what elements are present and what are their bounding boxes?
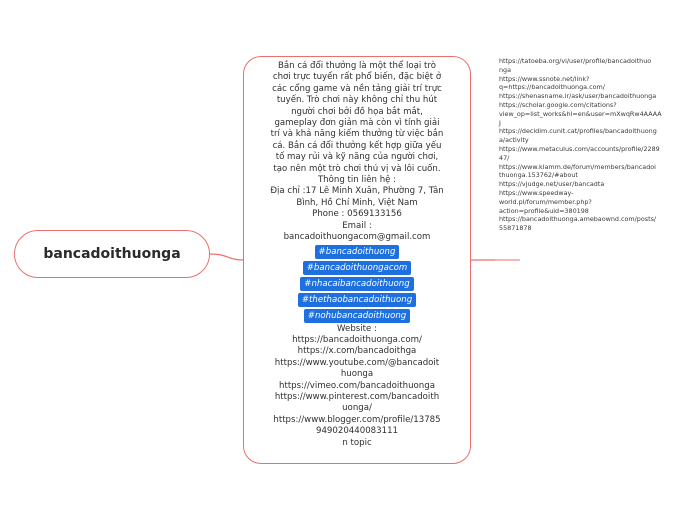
website-link[interactable]: https://www.pinterest.com/bancadoith xyxy=(274,391,440,402)
hashtag[interactable]: #bancadoithuong xyxy=(315,245,400,259)
link-line[interactable]: https://tatoeba.org/vi/user/profile/bancadoithuo xyxy=(499,57,652,65)
hashtag[interactable]: #nhacaibancadoithuong xyxy=(300,277,413,291)
description-line: tuyến. Trò chơi này không chỉ thu hút xyxy=(276,95,438,106)
link-line[interactable]: view_op=list_works&hl=en&user=mXwqRw4AAAA xyxy=(499,109,662,118)
hashtag[interactable]: #nohubancadoithuong xyxy=(304,309,410,323)
link-line[interactable]: https://decidim.cunit.cat/profiles/bancadoithuong xyxy=(499,127,657,136)
hashtag-list xyxy=(252,244,462,324)
website-heading: Website : xyxy=(337,323,377,334)
website-link[interactable]: 949020440083111 xyxy=(315,426,398,437)
links-topic-node[interactable] xyxy=(499,57,689,233)
link-line[interactable]: world.pl/forum/member.php? xyxy=(499,197,592,206)
description-line: các cổng game và nền tảng giải trí trực xyxy=(272,83,442,94)
link-line[interactable]: https://shenasname.ir/ask/user/bancadoithuonga xyxy=(499,92,657,101)
description-line: Bắn cá đổi thưởng là một thể loại trò xyxy=(277,61,436,71)
link-line[interactable]: https://www.speedway- xyxy=(499,188,574,197)
link-line[interactable]: https://bancadoithuonga.amebaownd.com/posts/ xyxy=(499,215,657,224)
link-line[interactable]: 55871878 xyxy=(499,224,532,233)
description-intro xyxy=(252,61,462,244)
contact-heading: Thông tin liên hệ : xyxy=(317,175,397,186)
address-line: Địa chỉ :17 Lê Minh Xuân, Phường 7, Tân xyxy=(270,186,444,197)
description-line: tố may rủi và kỹ năng của người chơi, xyxy=(275,152,439,163)
hashtag[interactable]: #thethaobancadoithuong xyxy=(298,293,416,307)
link-line[interactable]: https://www.ssnote.net/link? xyxy=(499,74,590,83)
description-line: cá. Bắn cá đổi thưởng kết hợp giữa yếu xyxy=(272,140,442,151)
website-link[interactable]: uonga/ xyxy=(342,403,372,414)
link-line[interactable]: https://vjudge.net/user/bancadta xyxy=(499,180,605,189)
website-link[interactable]: https://vimeo.com/bancadoithuonga xyxy=(279,380,435,391)
link-line[interactable]: a/activity xyxy=(499,136,529,145)
topic-footer: n topic xyxy=(342,437,372,448)
link-line[interactable]: https://www.klamm.de/forum/members/bancadoi xyxy=(499,162,656,171)
link-line[interactable]: thuonga.153762/#about xyxy=(499,171,578,180)
link-line[interactable]: q=https://bancadoithuonga.com/ xyxy=(499,83,605,92)
description-line: chơi trực tuyến rất phổ biến, đặc biệt ở xyxy=(272,72,442,83)
description-topic-node[interactable] xyxy=(243,56,471,464)
website-link[interactable]: https://www.youtube.com/@bancadoit xyxy=(274,357,440,368)
link-line[interactable]: 47/ xyxy=(499,153,510,162)
root-topic-label: bancadoithuonga xyxy=(43,246,181,262)
description-line: tạo nên một trò chơi thú vị và lôi cuốn. xyxy=(273,163,441,174)
root-to-center-connector xyxy=(210,254,243,260)
website-block xyxy=(252,324,462,449)
website-link[interactable]: https://bancadoithuonga.com/ xyxy=(292,334,422,345)
root-topic-node[interactable] xyxy=(14,230,210,278)
description-line: trí và khả năng kiếm thưởng từ việc bắn xyxy=(270,129,444,140)
email-value: bancadoithuongacom@gmail.com xyxy=(283,232,431,243)
email-label: Email : xyxy=(342,220,372,231)
description-line: gameplay đơn giản mà còn vì tính giải xyxy=(274,118,440,129)
website-link[interactable]: https://www.blogger.com/profile/13785 xyxy=(273,414,441,425)
link-line[interactable]: J xyxy=(499,118,501,127)
hashtag[interactable]: #bancadoithuongacom xyxy=(303,261,412,275)
address-line: Bình, Hồ Chí Minh, Việt Nam xyxy=(296,197,418,208)
link-line[interactable]: nga xyxy=(499,65,512,74)
link-line[interactable]: https://www.metaculus.com/accounts/profile/2289 xyxy=(499,144,660,153)
link-line[interactable]: https://scholar.google.com/citations? xyxy=(499,100,617,109)
description-line: người chơi bởi đồ họa bắt mắt, xyxy=(291,106,423,117)
phone-line: Phone : 0569133156 xyxy=(312,209,402,220)
website-link[interactable]: huonga xyxy=(340,369,374,380)
website-link[interactable]: https://x.com/bancadoithga xyxy=(297,346,417,357)
link-line[interactable]: action=profile&uid=380198 xyxy=(499,206,589,215)
